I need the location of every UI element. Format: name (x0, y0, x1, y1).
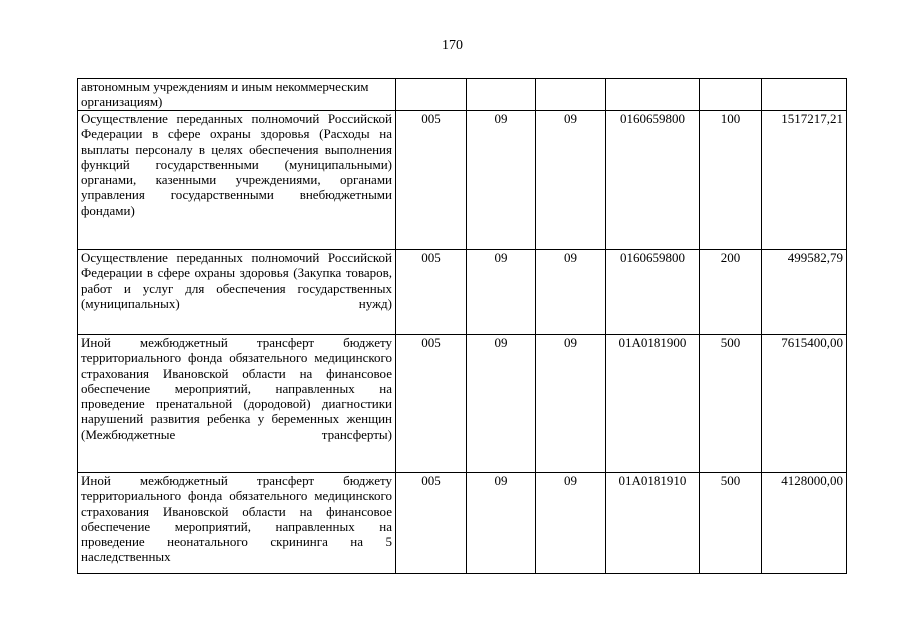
table-row (78, 473, 847, 574)
target-code (606, 79, 700, 111)
expense-type-code: 200 (700, 250, 762, 335)
row-description: Осуществление переданных полномочий Российской Федерации в сфере охраны здоровья (Расходы на выплаты персоналу в целях обеспечения выполнения функций государственными (муниципальными) органами, казенными учреждениями, органами управления государственными внебюджетными фондами) (78, 111, 396, 250)
ministry-code: 005 (396, 473, 467, 574)
amount: 4128000,00 (762, 473, 847, 574)
section-code (467, 79, 536, 111)
expense-type-code: 500 (700, 473, 762, 574)
amount: 1517217,21 (762, 111, 847, 250)
expense-type-code (700, 79, 762, 111)
section-code: 09 (467, 335, 536, 473)
table-row (78, 111, 847, 250)
table-row (78, 250, 847, 335)
budget-table (77, 78, 847, 574)
table-row (78, 335, 847, 473)
page-number: 170 (442, 38, 463, 53)
subsection-code: 09 (536, 473, 606, 574)
target-code: 0160659800 (606, 250, 700, 335)
row-description: Иной межбюджетный трансферт бюджету территориального фонда обязательного медицинского страхования Ивановской области на финансовое обеспечение мероприятий, направленных на проведение пренатальной (дородовой) диагностики нарушений развития ребенка у беременных женщин (Межбюджетные трансферты) (78, 335, 396, 473)
section-code: 09 (467, 473, 536, 574)
ministry-code: 005 (396, 111, 467, 250)
ministry-code: 005 (396, 335, 467, 473)
expense-type-code: 100 (700, 111, 762, 250)
amount: 499582,79 (762, 250, 847, 335)
row-description: Иной межбюджетный трансферт бюджету территориального фонда обязательного медицинского страхования Ивановской области на финансовое обеспечение мероприятий, направленных на проведение неонатального скрининга на 5 наследственных (78, 473, 396, 574)
target-code: 01А0181910 (606, 473, 700, 574)
section-code: 09 (467, 111, 536, 250)
subsection-code (536, 79, 606, 111)
ministry-code: 005 (396, 250, 467, 335)
subsection-code: 09 (536, 111, 606, 250)
target-code: 0160659800 (606, 111, 700, 250)
amount: 7615400,00 (762, 335, 847, 473)
amount (762, 79, 847, 111)
row-description: автономным учреждениям и иным некоммерческим организациям) (78, 79, 396, 111)
expense-type-code: 500 (700, 335, 762, 473)
row-description: Осуществление переданных полномочий Российской Федерации в сфере охраны здоровья (Закупка товаров, работ и услуг для обеспечения государственных (муниципальных) нужд) (78, 250, 396, 335)
ministry-code (396, 79, 467, 111)
subsection-code: 09 (536, 335, 606, 473)
subsection-code: 09 (536, 250, 606, 335)
target-code: 01А0181900 (606, 335, 700, 473)
section-code: 09 (467, 250, 536, 335)
table-row (78, 79, 847, 111)
